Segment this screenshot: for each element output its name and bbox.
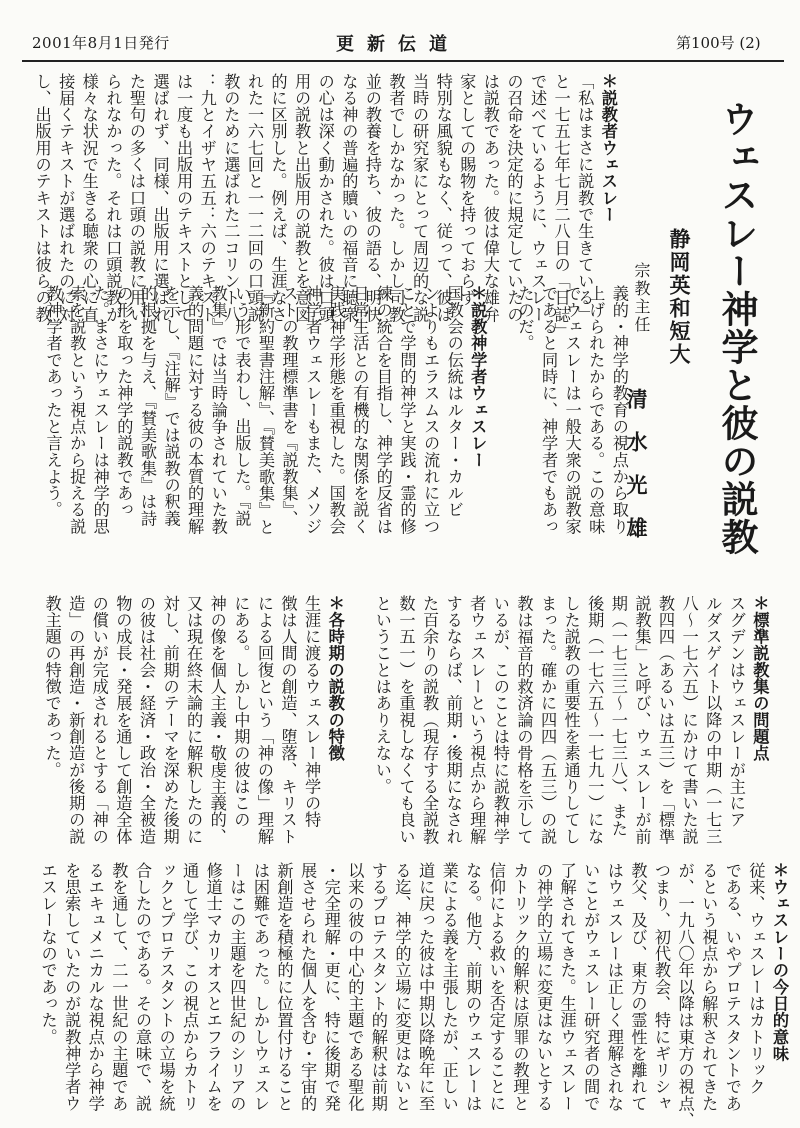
author-name: 清水光雄 xyxy=(624,388,649,560)
page-header xyxy=(0,0,800,62)
section-heading: ＊説教神学者ウェスレー xyxy=(468,285,488,469)
author-affiliation: 静岡英和短大 xyxy=(667,228,692,366)
section-heading: ＊説教者ウェスレー xyxy=(598,73,618,223)
header-rule xyxy=(22,60,784,62)
section-standard-sermons xyxy=(40,595,771,845)
newsletter-title: 更新伝道 xyxy=(336,34,460,55)
section-preacher-cont xyxy=(41,285,631,555)
section-body: 国教会の伝統はルター・カルビ ンよりもエラスムスの流れに立つ ことで学問的神学と実践・霊的修 練の統合を目指し、神学的反省は 日常生活との有機的な関係を説く 実践神学形態を重視した。国教会 神学者ウェスレーもまた、メソジ ストの教理標準書を『説教集』、 『新約聖書注解』、『賛美歌集』と いう形で表わし、出版した。『説 教集』では当時論争されていた教 義的問題に対する彼の本質的理解 を示し、『注解』では説教の釈義 的根拠を与え、『賛美歌集』は詩 の形を取った神学的説教であっ た。まさにウェスレーは神学的思 索を説教という視点から捉える説 教神学者であったと言えよう。 xyxy=(43,285,464,536)
section-heading: ＊ウェスレーの今日的意味 xyxy=(770,862,789,1062)
section-todays-meaning xyxy=(36,862,791,1128)
section-body: スグデンはウェスレーが主にア ルダスゲイト以降の中期（一七三 八～一七六五）にかけて書いた説 教四四（あるいは五三）を「標準 説教集」と呼び、ウェスレーが前 期（一七三三～一七三八）、また 後期（一七六五～一七九一）にな した説教の重要性を素通りしてし まった。確かに四四（五三）の説 教は福音的救済論の骨格を示して いるが、このことは特に説教神学 者ウェスレーという視点から理解 するならば、前期・後期になされ た百余りの説教（現存する全説教 数一五一）を重視しなくても良い ということはありえない。 xyxy=(372,595,746,845)
author-role: 宗教主任 xyxy=(632,262,651,334)
section-body: 生涯に渡るウェスレー神学の特 徴は人間の創造、堕落、キリスト による回復という「神の像」理解 にある。しかし中期の彼はこの 神の像を個人主義・敬虔主義的、 又は現在終末論的に解釈したのに 対し、前期のテーマを深めた後期 の彼は社会・経済・政治・全被造 物の成長・発展を通して創造全体 の償いが完成されるとする「神の 造」の再創造・新創造が後期の説 教主題の特徴であった。 xyxy=(42,595,322,845)
issue-number: 第100号 (2) xyxy=(676,34,761,52)
section-body: 従来、ウェスレーはカトリック である、いやプロテスタントであ るという視点から解釈されてきた が、一九八〇年以降は東方の視点、 つまり、初代教会、特にギリシャ 教父、及び、東方の霊性を離れて はウェスレーは正しく理解されな いことがウェスレー研究者の間で 了解されてきた。生涯ウェスレー の神学的立場に変更はないとする カトリック的解釈は原罪の教理と 信仰による救いを否定することに なる。他方、前期のウェスレーは 業による義を主張したが、正しい 道に戻った彼は中期以降晩年に至 る迄、神学的立場に変更はないと するプロテスタント的解釈は前期 以来の彼の中心的主題である聖化 ・完全理解・更に、特に後期で発 展させられた個人を含む・宇宙的 新創造を積極的に位置付けること は困難であった。しかしウェスレ ーはこの主題を四世紀のシリアの 修道士マカリオスとエフライムを 通して学び、この視点からカトリ ックとプロテスタントの立場を統 合したのである。その意味で、説 教を通して、二一世紀の主題であ るエキュメニカルな視点から神学 を思索していたのが説教神学者ウ エスレーなのであった。 xyxy=(38,862,766,1128)
section-heading: ＊各時期の説教の特徴 xyxy=(325,595,345,762)
issue-date: 2001年8月1日発行 xyxy=(32,34,170,52)
section-body: 「私はまさに説教で生きている」 と一七五七年七月二八日の「日誌」 で述べているように、ウェスレー の召命を決定的に規定していたの は説教であった。彼は偉大な雄弁 家としての賜物を持っておらず、 特別な風貌もなく、従って、彼は 当時の研究家にとって周辺的な説 教者でしかなかった。しかし司教 並の教養を持ち、彼の語る、明快 なる神の普遍的贖いの福音に聴衆 の心は深く動かされた。彼は口頭 用の説教と出版用の説教とを意図 的に区別した。例えば、生涯なさ れた一六七回と一一二回の口頭説 教のために選ばれた二コリント八 ：九とイザヤ五五：六のテキスト は一度も出版用のテキストとして 選ばれず、同様、出版用に選ばれ た聖句の多くは口頭の説教に用い られなかった。それは口頭説教が 様々な状況で生きる聴衆の心に直 接届くテキストが選ばれたのに対 し、出版用のテキストは彼らの教 xyxy=(32,73,595,340)
section-body: 義的・神学的教育の視点から取り 上げられたからである。この意味 でウェスレーは一般大衆の説教家 であると同時に、神学者でもあっ たのだ。 xyxy=(515,285,629,535)
section-heading: ＊標準説教集の問題点 xyxy=(750,595,770,762)
article-title: ウェスレー神学と彼の説教 xyxy=(715,100,759,556)
